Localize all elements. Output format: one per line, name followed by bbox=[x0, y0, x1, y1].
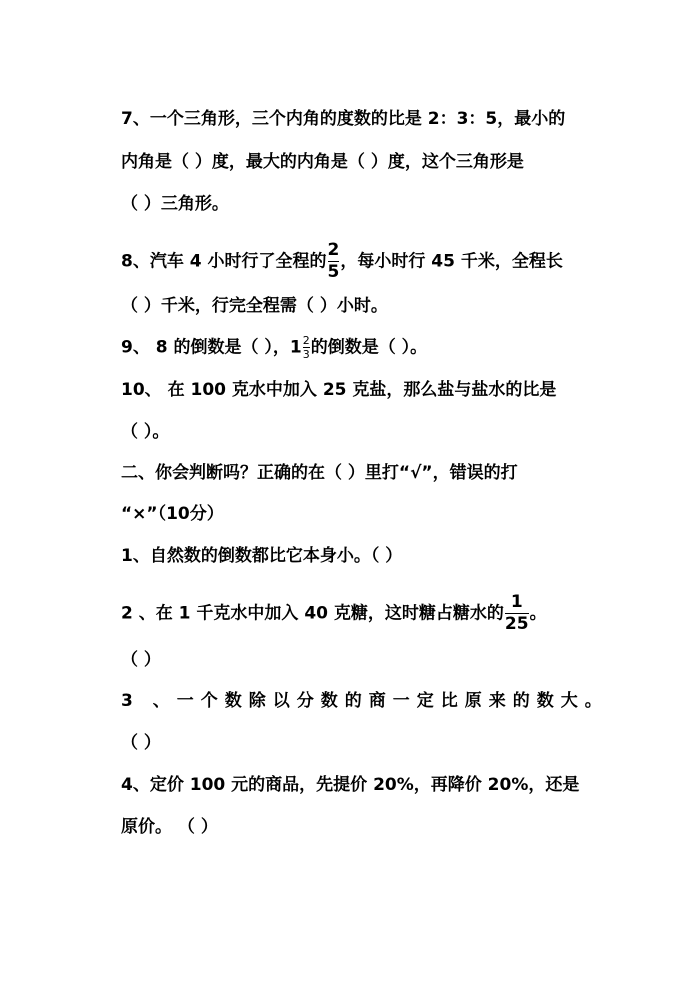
q9-fraction-denominator: 3 bbox=[302, 348, 310, 361]
j1-text: 1、自然数的倒数都比它本身小。（ ） bbox=[121, 546, 403, 566]
q8-text-2: （ ）千米，行完全程需（ ）小时。 bbox=[121, 296, 388, 316]
j2-fraction bbox=[505, 594, 529, 633]
q9-line bbox=[121, 335, 427, 360]
j2-fraction-denominator: 25 bbox=[504, 614, 529, 634]
j4-text-2: 原价。 （ ） bbox=[121, 817, 218, 837]
j3-text-2: （ ） bbox=[121, 733, 161, 753]
q7-text-2: 内角是（ ）度，最大的内角是（ ）度，这个三角形是 bbox=[121, 152, 524, 172]
j2-text-after: 。 bbox=[529, 603, 547, 624]
section2-line-2 bbox=[121, 503, 224, 525]
q8-text-before: 8、汽车 4 小时行了全程的 bbox=[121, 251, 327, 272]
section2-heading-2: “×”（10分） bbox=[121, 504, 224, 524]
q10-line-1 bbox=[121, 379, 556, 401]
j2-line-1 bbox=[121, 594, 547, 633]
j4-line-1 bbox=[121, 774, 579, 796]
j4-text-1: 4、定价 100 元的商品，先提价 20%，再降价 20%，还是 bbox=[121, 775, 580, 795]
q10-line-2 bbox=[121, 421, 169, 443]
q7-text-3: （ ）三角形。 bbox=[121, 194, 229, 214]
q9-fraction bbox=[303, 335, 310, 360]
q7-line-2 bbox=[121, 151, 524, 173]
q10-text-2: （ ）。 bbox=[121, 422, 170, 442]
j2-line-2 bbox=[121, 649, 161, 671]
section2-heading: 二、你会判断吗？正确的在（ ）里打“√”，错误的打 bbox=[121, 463, 518, 483]
q7-line-1 bbox=[121, 108, 565, 130]
j3-text-1: 3 、一个数除以分数的商一定比原来的数大。 bbox=[121, 691, 609, 711]
q9-text-before: 9、 8 的倒数是（ ），1 bbox=[121, 337, 302, 358]
q7-line-3 bbox=[121, 193, 229, 215]
q8-fraction-numerator: 2 bbox=[327, 240, 340, 260]
q8-fraction bbox=[328, 242, 340, 281]
j3-line-2 bbox=[121, 732, 161, 754]
q8-line-1 bbox=[121, 242, 563, 281]
j1-line bbox=[121, 545, 402, 567]
q10-text-1: 10、 在 100 克水中加入 25 克盐，那么盐与盐水的比是 bbox=[121, 380, 557, 400]
j2-text-before: 2 、在 1 千克水中加入 40 克糖，这时糖占糖水的 bbox=[121, 603, 504, 624]
q8-fraction-denominator: 5 bbox=[327, 262, 340, 282]
q9-fraction-numerator: 2 bbox=[302, 334, 310, 347]
q9-text-after: 的倒数是（ ）。 bbox=[310, 337, 428, 358]
j4-line-2 bbox=[121, 816, 218, 838]
q8-text-after: ，每小时行 45 千米，全程长 bbox=[340, 251, 563, 272]
section2-line-1 bbox=[121, 462, 518, 484]
q8-line-2 bbox=[121, 295, 388, 317]
j2-text-2: （ ） bbox=[121, 650, 161, 670]
q7-text-1: 7、一个三角形，三个内角的度数的比是 2：3：5，最小的 bbox=[121, 109, 566, 129]
j3-line-1 bbox=[121, 690, 609, 712]
j2-fraction-numerator: 1 bbox=[510, 592, 523, 612]
